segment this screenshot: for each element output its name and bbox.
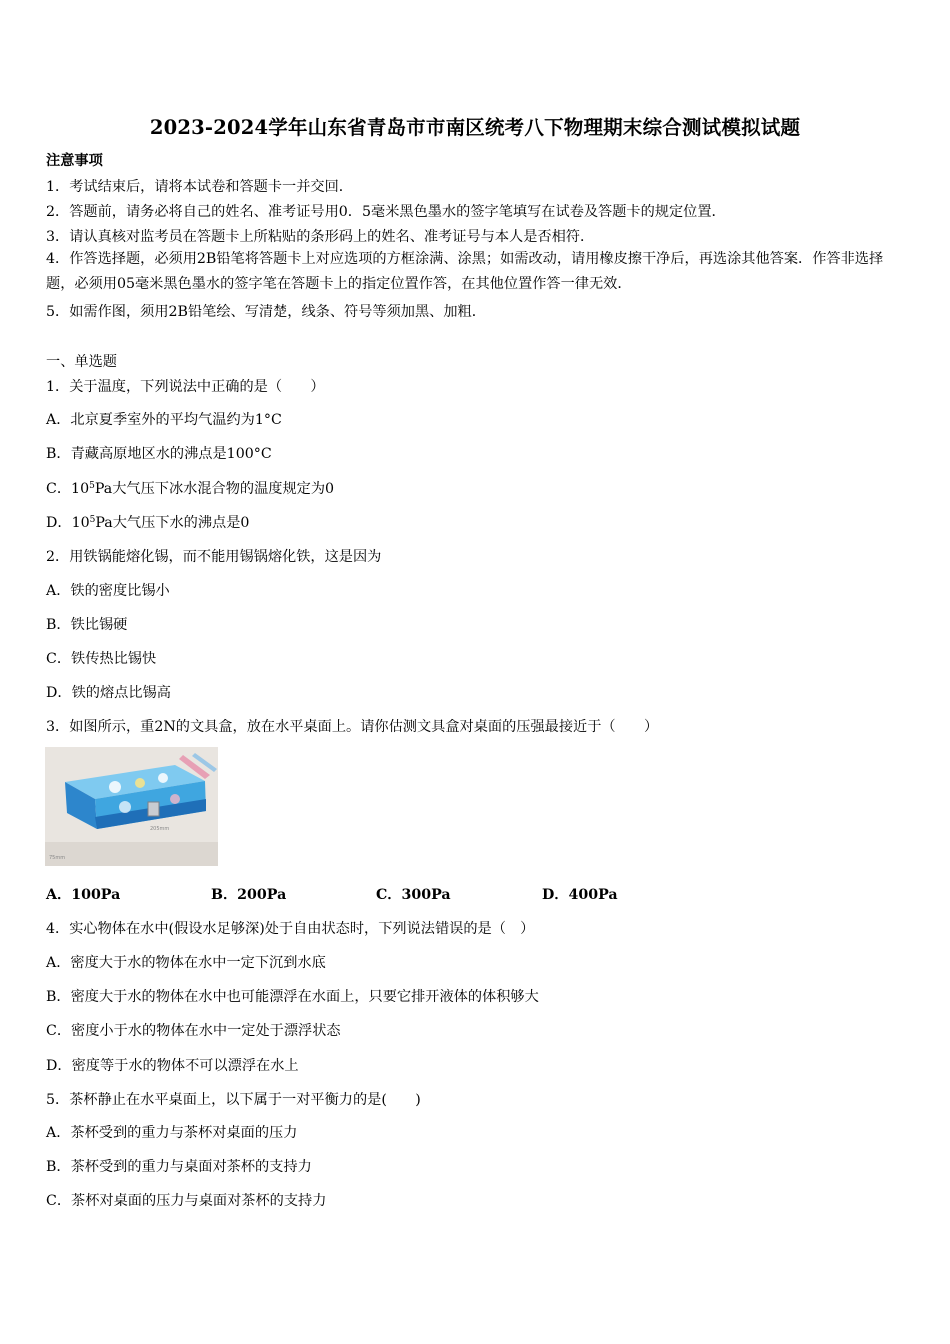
question-5-option-b: B．茶杯受到的重力与桌面对茶杯的支持力	[46, 1159, 312, 1175]
question-5-stem: 5．茶杯静止在水平桌面上，以下属于一对平衡力的是( )	[46, 1092, 421, 1108]
question-2-option-c: C．铁传热比锡快	[46, 651, 157, 667]
question-4-option-a: A．密度大于水的物体在水中一定下沉到水底	[46, 955, 326, 971]
pencil-box-photo	[45, 747, 218, 866]
photo-dimension-label-1: 75mm	[49, 855, 66, 861]
question-1-option-a: A．北京夏季室外的平均气温约为1°C	[46, 412, 282, 428]
question-4-stem: 4．实心物体在水中(假设水足够深)处于自由状态时，下列说法错误的是（ ）	[46, 921, 535, 937]
question-2-option-b: B．铁比锡硬	[46, 617, 128, 633]
question-5-option-c: C．茶杯对桌面的压力与桌面对茶杯的支持力	[46, 1193, 327, 1209]
question-1-option-d: D．$10^5Pa$大气压下水的沸点是0	[46, 515, 250, 531]
question-3-option-b: B．200Pa	[211, 887, 287, 903]
question-3-option-c: C．300Pa	[376, 887, 451, 903]
question-2-option-a: A．铁的密度比锡小	[46, 583, 170, 599]
question-1-option-b: B．青藏高原地区水的沸点是100°C	[46, 446, 272, 462]
box-clasp	[148, 802, 159, 816]
box-sticker-1	[109, 781, 121, 793]
notice-item-5: 5．如需作图，须用2B铅笔绘、写清楚，线条、符号等须加黑、加粗．	[46, 304, 486, 320]
notice-item-1: 1．考试结束后，请将本试卷和答题卡一并交回．	[46, 179, 353, 195]
notice-item-3: 3．请认真核对监考员在答题卡上所粘贴的条形码上的姓名、准考证号与本人是否相符．	[46, 229, 595, 245]
box-sticker-4	[119, 801, 131, 813]
box-sticker-5	[170, 794, 180, 804]
question-2-stem: 2．用铁锅能熔化锡，而不能用锡锅熔化铁，这是因为	[46, 549, 382, 565]
photo-table-shadow	[45, 842, 218, 866]
question-3-stem: 3．如图所示，重2N的文具盒，放在水平桌面上。请你估测文具盒对桌面的压强最接近于（ ）	[46, 719, 659, 735]
box-sticker-3	[158, 773, 168, 783]
box-sticker-2	[135, 778, 145, 788]
question-4-option-c: C．密度小于水的物体在水中一定处于漂浮状态	[46, 1023, 341, 1039]
question-1-option-c: C．$10^5Pa$大气压下冰水混合物的温度规定为0	[46, 481, 335, 497]
question-4-option-d: D．密度等于水的物体不可以漂浮在水上	[46, 1058, 299, 1074]
question-2-option-d: D．铁的熔点比锡高	[46, 685, 171, 701]
notice-item-4: 4．作答选择题，必须用2B铅笔将答题卡上对应选项的方框涂满、涂黑；如需改动，请用橡皮擦干净后，再选涂其他答案．作答非选择题，必须用05毫米黑色墨水的签字笔在答题卡上的指定位置作答，在其他位置作答一律无效．	[46, 251, 884, 292]
section-heading: 一、单选题	[46, 354, 117, 370]
question-3-options	[46, 884, 706, 904]
question-3-option-a: A．100Pa	[46, 887, 121, 903]
photo-dimension-label-2: 205mm	[150, 826, 170, 832]
question-5-option-a: A．茶杯受到的重力与茶杯对桌面的压力	[46, 1125, 298, 1141]
question-1-stem: 1．关于温度，下列说法中正确的是（ ）	[46, 379, 325, 395]
notice-heading: 注意事项	[46, 153, 103, 169]
page-title: 2023-2024学年山东省青岛市市南区统考八下物理期末综合测试模拟试题	[149, 116, 801, 139]
question-3-option-d: D．400Pa	[542, 887, 618, 903]
question-4-option-b: B．密度大于水的物体在水中也可能漂浮在水面上，只要它排开液体的体积够大	[46, 989, 539, 1005]
notice-item-2: 2．答题前，请务必将自己的姓名、准考证号用0．5毫米黑色墨水的签字笔填写在试卷及答题卡的规定位置．	[46, 204, 726, 220]
